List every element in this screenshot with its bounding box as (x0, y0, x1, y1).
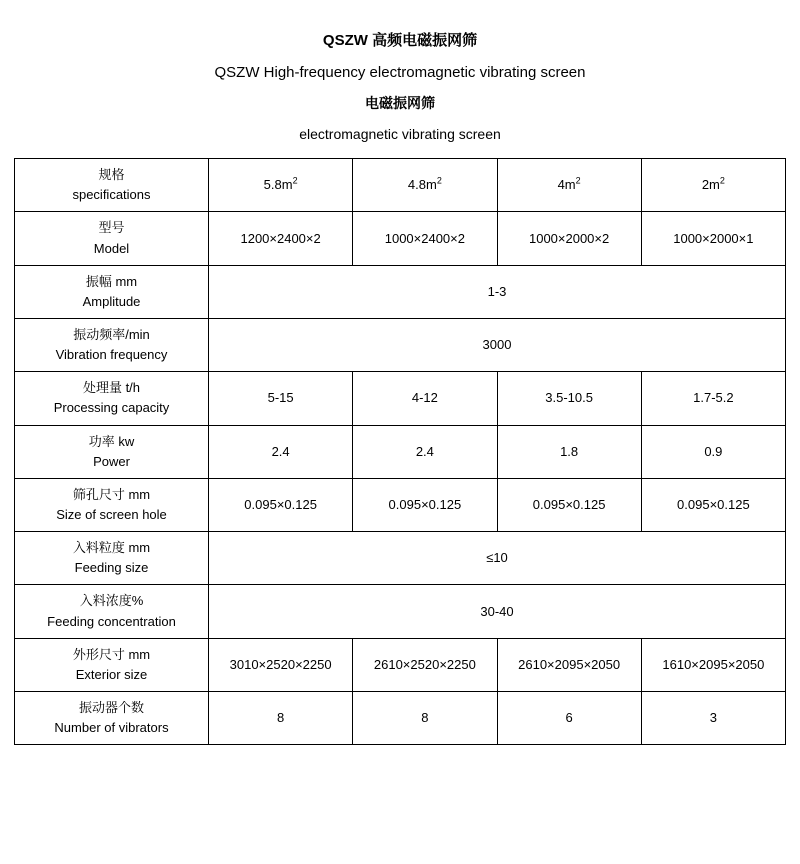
row-value: 1.7-5.2 (641, 372, 785, 425)
row-value-merged: ≤10 (209, 532, 786, 585)
table-row (15, 159, 786, 212)
row-label-cn: 规格 (98, 167, 125, 183)
row-label (15, 319, 209, 372)
page-title-en: QSZW High-frequency electromagnetic vibrating screen (214, 64, 586, 81)
row-value: 0.095×0.125 (497, 478, 641, 531)
row-label (15, 159, 209, 212)
table-row (15, 638, 786, 691)
spec-table-container (14, 158, 786, 745)
row-label-en: Model (93, 240, 130, 256)
table-row (15, 319, 786, 372)
table-row (15, 265, 786, 318)
row-label-en: Size of screen hole (56, 507, 167, 523)
row-value-merged: 3000 (209, 319, 786, 372)
specifications-table (14, 158, 786, 745)
row-label-cn: 振幅 mm (85, 273, 138, 289)
spec-table-body (15, 159, 786, 745)
row-label-en: Feeding concentration (47, 613, 176, 629)
row-label (15, 585, 209, 638)
table-row (15, 212, 786, 265)
row-value: 4-12 (353, 372, 497, 425)
table-row (15, 585, 786, 638)
row-label (15, 372, 209, 425)
row-value: $4m^2$ (497, 159, 641, 212)
row-label-cn: 振动器个数 (78, 700, 144, 715)
row-label-en: Number of vibrators (54, 720, 169, 736)
row-value: 2610×2095×2050 (497, 638, 641, 691)
page-title-cn: QSZW 高频电磁振网筛 (322, 32, 478, 49)
row-label-en: Vibration frequency (55, 347, 168, 363)
row-label (15, 692, 209, 745)
row-label-en: Feeding size (74, 560, 149, 576)
row-value: 5-15 (209, 372, 353, 425)
row-label (15, 532, 209, 585)
title-block (0, 0, 800, 144)
table-row (15, 372, 786, 425)
row-label-cn: 外形尺寸 mm (72, 646, 151, 662)
row-value: 3 (641, 692, 785, 745)
row-value: 0.095×0.125 (353, 478, 497, 531)
table-row (15, 692, 786, 745)
row-value: $4.8m^2$ (353, 159, 497, 212)
row-label (15, 638, 209, 691)
row-label (15, 212, 209, 265)
page-subtitle-cn: 电磁振网筛 (365, 95, 435, 111)
row-value: 6 (497, 692, 641, 745)
row-label-en: Amplitude (82, 293, 141, 309)
row-label-cn: 入料粒度 mm (72, 540, 151, 556)
row-value: 3010×2520×2250 (209, 638, 353, 691)
page-subtitle-en: electromagnetic vibrating screen (299, 125, 501, 142)
row-value: 2.4 (353, 425, 497, 478)
row-label-cn: 处理量 t/h (82, 380, 141, 396)
row-value-merged: 30-40 (209, 585, 786, 638)
row-value-merged: 1-3 (209, 265, 786, 318)
row-value: 1000×2000×1 (641, 212, 785, 265)
row-value: 1610×2095×2050 (641, 638, 785, 691)
row-label-cn: 入料浓度% (79, 593, 144, 609)
row-value: 8 (209, 692, 353, 745)
row-label-en: Exterior size (75, 666, 148, 682)
row-label-en: specifications (72, 187, 151, 203)
row-value: 0.9 (641, 425, 785, 478)
row-value: 1000×2000×2 (497, 212, 641, 265)
row-value: 0.095×0.125 (209, 478, 353, 531)
row-value: $2m^2$ (641, 159, 785, 212)
row-label (15, 425, 209, 478)
row-value: 2610×2520×2250 (353, 638, 497, 691)
table-row (15, 478, 786, 531)
row-label-cn: 筛孔尺寸 mm (72, 486, 151, 502)
row-label-en: Power (93, 453, 130, 469)
table-row (15, 425, 786, 478)
row-value: 1200×2400×2 (209, 212, 353, 265)
row-label-en: Processing capacity (53, 400, 170, 416)
row-label-cn: 振动频率/min (73, 327, 150, 343)
row-value: 1000×2400×2 (353, 212, 497, 265)
row-label-cn: 功率 kw (88, 433, 135, 449)
row-label (15, 478, 209, 531)
row-value: 3.5-10.5 (497, 372, 641, 425)
row-label-cn: 型号 (98, 220, 125, 236)
row-value: $5.8m^2$ (209, 159, 353, 212)
table-row (15, 532, 786, 585)
row-value: 1.8 (497, 425, 641, 478)
row-value: 0.095×0.125 (641, 478, 785, 531)
row-label (15, 265, 209, 318)
row-value: 8 (353, 692, 497, 745)
row-value: 2.4 (209, 425, 353, 478)
